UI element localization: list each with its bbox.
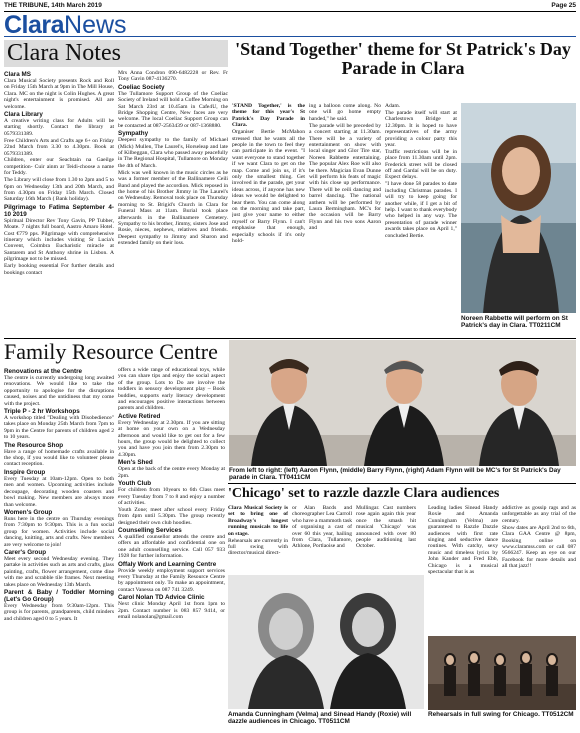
subheading: Coeliac Society xyxy=(118,83,165,91)
noreen-rabbette-photo xyxy=(461,103,576,313)
clara-notes-heading: Clara Notes xyxy=(4,40,228,67)
paragraph: The parade itself will start at Charlestown Bridge at 12.30pm. It is hoped to have representatives of the army providing a colour party this year. xyxy=(385,109,457,148)
paragraph: ing a balloon come along. No one will go home empty handed," he said. xyxy=(309,103,381,122)
paragraph: Have a range of homemade crafts available in the shop, if you would like to volunteer please contact reception. xyxy=(4,448,114,468)
paragraph: The parade will be preceded by a concert starting at 11.30am. There will be a variety of entertainment on show with local singer and Glor Tire star, Noreen Rabbette entertaining. The popular Alex Roe will also be there. Magician Evan Dunne will perform his feats of magic with his close up performance. There will be ceili dancing and barrel dancing. The national anthem will be performed by Laura Bermingham. MC's for the occasion will be Barry Flynn and his two sons Aaron and xyxy=(309,122,381,232)
paragraph: Runs here in the centre on Thursday evenings from 7:30pm to 9:30pm. This is a fun social group for women. Activities include social dancing, knitting, arts and crafts. New members are very welcome to join! xyxy=(4,515,114,548)
subheading: Clara MS xyxy=(4,71,31,78)
rehearsal-caption: Rehearsals in full swing for Chicago. TT0512CM xyxy=(428,711,574,718)
paragraph: Mick was well known in the music circles as he was a former member of the Ballinamere Ceili Band and played the accordion. Mick reposed in the home of his Brother Jimmy in The Laurel's on Wednesday. Removal took place on Thursday morning to St. Brigid's Church in Clara for Funeral Mass at 11am. Burial took place afterwards in the Ballinamere Cemetery. Sympathy to his brother, Jimmy, sisters Jose and Rosie, nieces, nephews, relatives and friends. Deepest sympathy to Jimmy and Sharon and extended family on their loss. xyxy=(118,169,228,247)
parade-column-2 xyxy=(309,103,381,338)
paragraph: Rehearsals are currently in full swing with director/musical direct- xyxy=(228,537,288,557)
rehearsal-photo xyxy=(428,636,576,710)
paragraph: Adam. xyxy=(385,103,401,109)
family-resource-heading: Family Resource Centre xyxy=(4,339,218,364)
subheading: Carer's Group xyxy=(4,548,47,556)
paragraph: Meet every second Wednesday evening. They partake in activities such as arts and crafts, glass painting, crafts, flower arrangement, come dine with me and scrabble tile frames. Next meeting takes place on Wednesday 13th March. xyxy=(4,555,114,588)
paragraph: or Alan Bacds and choreographer Lea Carroll who have a mammoth task of organising a cast of over 60 this year, hailing from Clara, Tullamore, Athlone, Portlaoise and xyxy=(292,505,352,550)
paragraph: Traffic restrictions will be in place from 11.30am until 2pm. Frederick street will be closed off and Gardaí will be on duty. Expect delays. xyxy=(385,148,457,181)
subheading: Clara Library xyxy=(4,111,43,119)
paragraph: Free Children's Arts and Crafts age 6+ on Friday 22nd March from 3.30 to 4.30pm. Book at 0579331389. xyxy=(4,137,114,157)
subheading: Triple P - 2 hr Workshops xyxy=(4,408,80,416)
subheading: Youth Club xyxy=(118,480,152,488)
masthead xyxy=(4,13,576,37)
lead-paragraph: Clara Musical Society is set to bring one of Broadway's longest running musicals to life on stage. xyxy=(228,505,288,537)
flynn-mcs-photo xyxy=(229,340,576,466)
paragraph: Mullingar. Cast numbers rose again again this year once the smash hit musical 'Chicago' was announced with over 80 people auditioning last October. xyxy=(356,505,416,550)
subheading: Pilgrimage to Fatima September 4-10 2019 xyxy=(4,203,114,218)
family-column-2 xyxy=(118,367,225,731)
paragraph: Children, enter our Seachtain na Gaeilge competition- Cuir ainm ar Teidi-choose a name for Teddy. xyxy=(4,157,114,177)
paragraph: Leading ladies Sinead Handy Roxie and Amanda Cunningham (Velma) are guaranteed to Razzle Dazzle audiences with first rate singing and seductive dance routines. With catchy, sexy music and timeless lyrics by John Kander and Fred Ebb, Chicago is a musical spectacular that is as xyxy=(428,505,498,576)
paragraph: Every Wednesday at 2.30pm. If you are sitting at home on your own on a Wednesday afternoon and would like to get out for a few hours, the group would be delighted to collect you and have you join them from 2.30pm to 4.30pm. xyxy=(118,419,225,458)
paragraph: Clara Musical Society presents Rock and Roll on Friday 15th March at 9pm in The Mill House, Clara. MC on the night is Colin Hughes. A great night's entertainment is promised. All are welcome. xyxy=(4,78,114,110)
section-divider-chicago xyxy=(228,483,576,484)
paragraph: Spiritual Director Rev Tony Gavin, PP Tubber, Moate. 7 nights full board, Aastro Amaro Hotel. Cost €779 pps. Pilgrimage with comprehensive itinerary which includes visiting Sr Lucia's Convent, Coimbra Eucharistic miracle at Santarem and St Anthony shrine in Lisbon. A pilgrimage not to be missed. xyxy=(4,217,114,263)
paragraph: Provide weekly employment support services every Thursday at the Family Resource Centre by appointment only. To make an appointment, contact Vanessa on 087 741 3249. xyxy=(118,567,225,593)
notes-column-2 xyxy=(118,70,228,338)
subheading: Offaly Work and Learning Centre xyxy=(118,560,217,568)
parade-column-3 xyxy=(385,103,457,338)
subheading: Women's Group xyxy=(4,508,53,516)
chicago-column-5 xyxy=(502,505,576,633)
paragraph: Open at the back of the centre every Monday at 2pm. xyxy=(118,466,225,479)
chicago-column-1 xyxy=(228,505,288,572)
paragraph: Youth Zone; meet after school every Friday from 4pm until 5.30pm. The group recently designed their own club hoodies. xyxy=(118,506,225,526)
paragraph: A workshop titled "Dealing with Disobedience" takes place on Monday 25th March from 7pm to 9pm in the Centre for parents of children aged 2 to 10 years. xyxy=(4,415,114,441)
paragraph: Every Tuesday at 10am-12pm. Open to both men and women. Upcoming activities include decoupage, decorating wooden coasters and bowl making. New members are always more than welcome. xyxy=(4,475,114,508)
velma-roxie-photo xyxy=(228,575,424,709)
paragraph: For children from 10years to 6th Class meet every Tuesday from 7 to 8 and enjoy a number of activities. xyxy=(118,487,225,506)
paragraph: A qualified counsellor attends the centre and offers an affordable and confidential one on one adult counselling service. Call 057 933 1928 for further information. xyxy=(118,534,225,560)
paragraph: Organiser Bertie McMahon stressed that he wants all the people in the town to feel they can participate in the event. "I want everyone to stand together if we want Clara to get on the map. Come and join us, if it's only the smallest thing. Get involved in the parade, get your ideas across, if anyone has new ideas we would be delighted to hear them. You can come along on the morning and take part, just give your name to either myself or Barry Flynn. I can't emphasise that enough, especially schools if it's only hold- xyxy=(232,129,305,245)
paragraph: Show dates are April 2nd to 6th, Clara GAA Centre @ 8pm, Booking online on www.claramss.com or call 087 9566247. Keep an eye on our Facebook for more details and all that jazz!! xyxy=(502,524,576,570)
subheading: Carol Nolan TD Advice Clinic xyxy=(118,594,205,602)
parade-column-1 xyxy=(232,103,305,338)
paragraph: Deepest sympathy to the family of Michael (Mick) Mullen, The Laurel's, Horseleap and late of Kilbeggan, Clara who passed away peacefully in The Regional Hospital, Tullamore on Monday the 4th of March. xyxy=(118,137,228,169)
paragraph: Next clinic Monday April 1st from 1pm to 2pm. Contact number is 083 857 9414, or email nolanolan@gmail.com xyxy=(118,601,225,621)
subheading: Men's Shed xyxy=(118,459,153,467)
subheading: Inspire Group xyxy=(4,468,46,476)
family-column-1 xyxy=(4,367,114,731)
flynn-mcs-caption: From left to right: (left) Aaron Flynn, (middle) Barry Flynn, (right) Adam Flynn will be MC's for St Patrick's Day parade in Clara. TT0411CM xyxy=(229,467,561,482)
subheading: Sympathy xyxy=(118,130,149,138)
parade-headline: 'Stand Together' theme for St Patrick's Day Parade in Clara xyxy=(235,39,571,78)
paragraph: "I have done 58 parades to date including Christmas parades. I will try to keep going for another while, if I get a bit of help. I want to thank everybody who helped in any way. The presentation of parade winner awards takes place on April 1," concluded Bertie. xyxy=(385,181,457,239)
chicago-column-2 xyxy=(292,505,352,572)
chicago-column-3 xyxy=(356,505,416,572)
paragraph: Every Wednesday from 9:30am-12pm. This group is for parents, grandparents, child minders and children aged 0 to 5 years. It xyxy=(4,602,114,622)
issue-date: THE TRIBUNE, 14th March 2019 xyxy=(4,2,102,9)
paragraph: The Tullamore Support Group of the Coeliac Society of Ireland will hold a Coffee Morning on Sat March 23rd at 10.45am in Cafe4U, the Bridge Shopping Centre, New faces are very welcome. The local Coeliac Support Group can be contacted at 087-2563439 or 087-1368880. xyxy=(118,90,228,129)
paragraph: offers a wide range of educational toys, while you can share tips and enjoy the social aspect of the group. Lots to Do are involve the toddlers in sensory development play – Book buddies, supports early literacy development and encourages positive interactions between parents and children. xyxy=(118,367,225,412)
masthead-clara: Clara xyxy=(4,11,65,39)
paragraph: The centre is currently undergoing long awaited renovations. We would like to take the opportunity to apologise for the disruptions caused, noises and the untidiness that my come with the project. xyxy=(4,375,114,407)
subheading: Active Retired xyxy=(118,412,161,420)
subheading: Renovations at the Centre xyxy=(4,368,83,375)
subheading: Counselling Services xyxy=(118,527,182,535)
paragraph: addictive as gossip rags and as unforgettable as any trial of the century. xyxy=(502,505,576,524)
paragraph: Early booking essential For further details and bookings contact xyxy=(4,263,114,276)
paragraph: Mrs Anna Condron 090-6482228 or Rev. Fr Tony Gavin 087-4136270. xyxy=(118,70,228,83)
chicago-column-4 xyxy=(428,505,498,633)
noreen-caption: Noreen Rabbette will perform on St Patrick's day in Clara. TT0211CM xyxy=(461,315,568,330)
masthead-news: News xyxy=(64,11,127,39)
notes-column-1 xyxy=(4,70,114,338)
subheading: The Resource Shop xyxy=(4,441,64,449)
velma-roxie-caption: Amanda Cunningham (Velma) and Sinead Handy (Roxie) will dazzle audiences in Chicago. TT0511CM xyxy=(228,711,412,726)
subheading: Parent & Baby / Toddler Morning (Let's Go Group) xyxy=(4,588,114,603)
section-divider-notes xyxy=(4,338,576,339)
paragraph: A creative writing class for Adults will be starting shortly. Contact the library at 0579331389. xyxy=(4,118,114,137)
lead-paragraph: 'STAND Together,' is the theme for this year's St Patrick's Day Parade in Clara. xyxy=(232,103,305,129)
page-number: Page 25 xyxy=(551,2,576,9)
paragraph: The Library will close from 1.30 to 2pm and 5 to 6pm on Wednesday 13th and 20th March, and from 4.30pm on Friday 15th March. Closed Saturday 16th March ( Bank holiday). xyxy=(4,177,114,203)
chicago-headline: 'Chicago' set to razzle dazzle Clara audiences xyxy=(228,486,500,501)
